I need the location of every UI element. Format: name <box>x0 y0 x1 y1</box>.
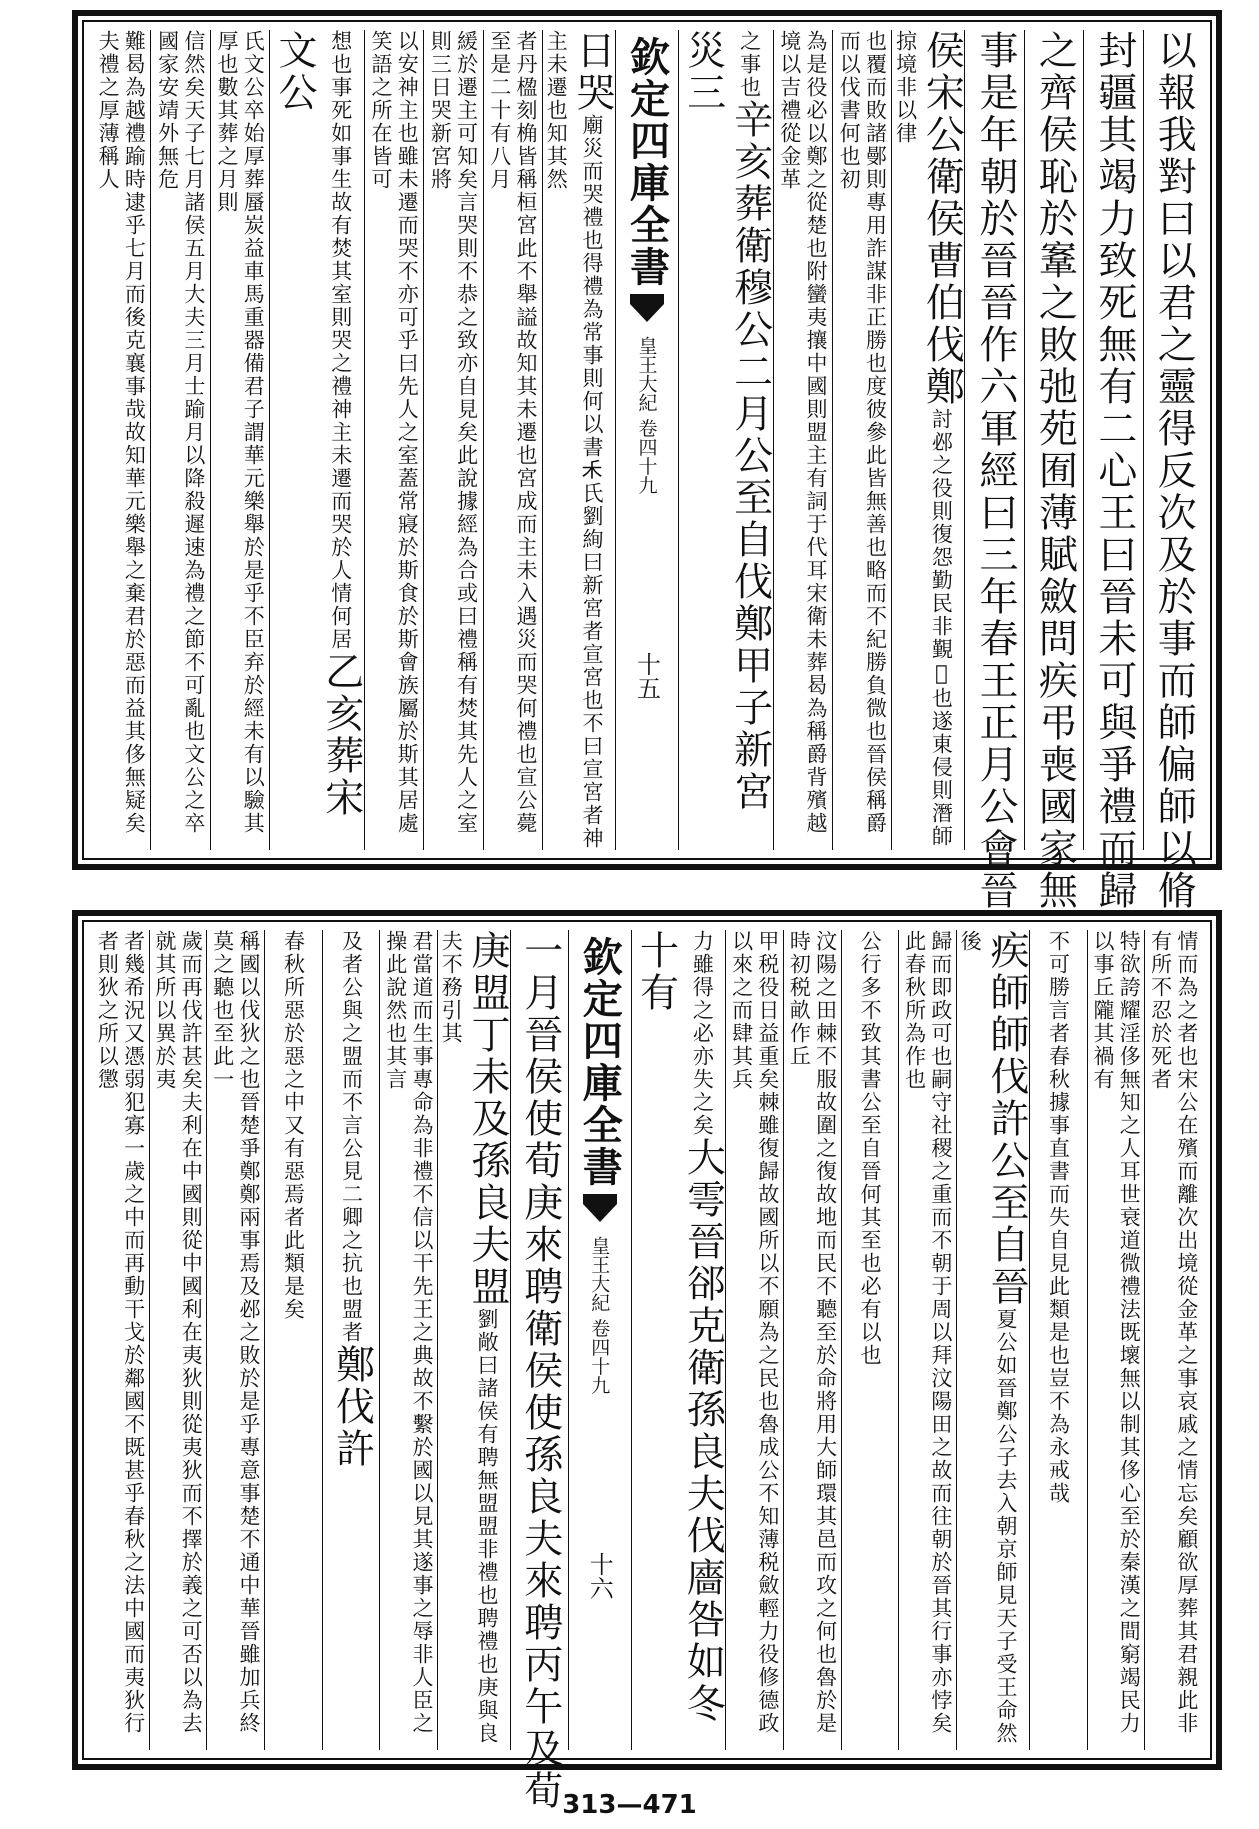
mixed-text <box>270 30 364 850</box>
commentary-text: 信然矣天子七月諸侯五月大夫三月士踰月以降殺遲速為禮之節不可亂也文公之卒國家安靖外無危 <box>155 30 206 835</box>
commentary-text: 廟災而哭禮也得禮為常事則何以書𥝌氏劉絢曰新宮者宣宮也不曰宣宮者神主未遷也知其然 <box>544 30 604 850</box>
commentary-text: 難曷為越禮踰時逮乎七月而後克襄事哉故知華元樂舉之棄君於惡而益其侈無疑矣夫禮之厚薄稱人 <box>96 30 147 835</box>
text-column <box>898 930 956 1750</box>
text-column <box>92 930 149 1750</box>
center-fold <box>568 930 631 1750</box>
text-column <box>1029 930 1087 1750</box>
main-text: 乙亥葬宋文公 <box>271 30 364 819</box>
commentary-text: 氏文公卒始厚葬蜃炭益車馬重器備君子謂華元樂舉於是乎不臣弃於經未有以驗其厚也數其葬之月則 <box>214 30 266 835</box>
text-column <box>841 930 899 1750</box>
commentary-text: 以安神主也雖未遷而哭不亦可乎曰先人之室蓋常寢於斯食於斯會族屬於斯其居處笑語之所在皆可 <box>368 30 420 835</box>
main-text: 一月晉侯使荀庚來聘衛侯使孫良夫來聘丙午及荀 <box>517 930 563 1812</box>
text-column <box>964 30 1023 912</box>
commentary-text: 甲税役日益重矣棘雖復歸故國所以不願為之民也魯成公不知薄税斂輕力役修德政以來之而肆其兵 <box>729 930 780 1735</box>
text-column <box>956 930 1029 1750</box>
top-panel <box>72 10 1222 912</box>
main-text: 日哭 <box>569 30 615 114</box>
commentary-text: 也覆而敗諸鄤則專用詐謀非正勝也度彼參此皆無善也略而不紀勝負微也晉侯稱爵而以伐書何也初 <box>837 30 888 835</box>
commentary-text: 公行多不致其書公至自晉何其至也必有以也 <box>858 930 883 1367</box>
text-column <box>832 30 891 850</box>
commentary-text: 歸而即政可也嗣守社稷之重而不朝于周以拜汶陽田之故而往朝於晉其行事亦悖矣此春秋所為作也 <box>902 930 953 1735</box>
mixed-text <box>632 930 726 1750</box>
text-column <box>149 930 207 1750</box>
main-text: 封疆其竭力致死無有二心王曰晉未可與爭禮而歸 <box>1091 30 1137 912</box>
text-column <box>1087 930 1145 1750</box>
text-column <box>1024 30 1083 912</box>
text-column <box>269 30 364 850</box>
main-text: 之齊侯恥於鞌之敗弛苑囿薄賦斂問疾弔喪國家無 <box>1032 30 1078 912</box>
text-column <box>437 930 510 1750</box>
text-column <box>322 930 380 1750</box>
text-column <box>1144 930 1202 1750</box>
mixed-text <box>543 30 615 850</box>
text-column <box>678 30 773 850</box>
fishtail-mark-icon <box>628 292 666 326</box>
commentary-text: 稱國以伐狄之也晉楚爭鄭鄭兩事焉及邲之敗於是乎專意事楚不通中華晉雖加兵終莫之聽也至此一 <box>210 930 261 1735</box>
text-column <box>364 30 423 850</box>
center-fold <box>615 30 678 850</box>
text-column <box>783 930 841 1750</box>
commentary-text: 情而為之者也宋公在殯而離次出境從金革之事哀戚之情忘矣顧欲厚葬其君親此非有所不忍於死者 <box>1148 930 1199 1735</box>
commentary-text: 不可勝言者春秋據事直書而失自見此類是也豈不為永戒哉 <box>1046 930 1071 1505</box>
commentary-text: 劉敞曰諸侯有聘無盟盟非禮也聘禮也庚與良夫不務引其 <box>439 930 500 1745</box>
text-column <box>92 30 150 850</box>
fishtail-mark-icon <box>581 1192 619 1226</box>
page-footer-number: 313—471 <box>562 1790 697 1820</box>
text-column <box>1083 30 1142 912</box>
commentary-text: 君當道而生事專命為非禮不信以干先王之典故不繫於國以見其遂事之辱非人臣之操此說然也其言 <box>383 930 434 1735</box>
mixed-text <box>679 30 773 850</box>
text-column <box>379 930 437 1750</box>
main-text: 庚盟丁未及孫良夫盟 <box>465 930 511 1308</box>
commentary-text: 為是役必以鄭之從楚也附蠻夷攘中國則盟主有詞于代耳宋衛未葬曷為稱爵背殯越境以吉禮從金革 <box>777 30 829 835</box>
volume-label: 皇王大紀 卷四十九 <box>635 336 658 495</box>
top-columns <box>92 30 1202 912</box>
commentary-text: 歲而再伐許甚矣夫利在中國則從中國利在夷狄則從夷狄而不擇於義之可否以為去就其所以異於夷 <box>153 930 204 1735</box>
leaf-number: 十六 <box>585 1552 614 1600</box>
main-text: 辛亥葬衛穆公二月公至自伐鄭甲子新宮災三 <box>680 30 773 813</box>
fold-caption: 欽定四庫全書 <box>623 36 671 288</box>
commentary-text: 春秋所惡於惡之中又有惡焉者此類是矣 <box>281 930 306 1321</box>
commentary-text: 者幾希況又憑弱犯寡一歲之中而再動干戈於鄰國不既甚乎春秋之法中國而夷狄行者則狄之所以懲 <box>95 930 146 1735</box>
main-text: 以報我對曰以君之靈得反次及於事而師偏師以脩 <box>1151 30 1197 912</box>
volume-label: 皇王大紀 卷四十九 <box>588 1236 611 1395</box>
leaf-number: 十五 <box>632 652 661 700</box>
text-column <box>483 30 542 850</box>
text-column <box>773 30 832 850</box>
commentary-text: 討邲之役則復怨勤民非覲𨞒也遂東侵則潛師掠境非以律 <box>893 30 954 848</box>
commentary-text: 者丹楹刻桷皆稱桓宮此不舉謚故知其未遷也宮成而主未入遇災而哭何禮也宣公薨至是二十有八月 <box>487 30 539 835</box>
text-column <box>210 30 269 850</box>
main-text: 鄭伐許 <box>329 1344 375 1470</box>
main-text: 大雩晉郤克衛孫良夫伐廧咎如冬十有 <box>633 930 726 1725</box>
commentary-text: 緩於遷主可知矣言哭則不恭之致亦自見矣此說據經為合或曰禮稱有焚其先人之室則三日哭新宮將 <box>428 30 479 835</box>
text-column <box>725 930 783 1750</box>
text-column <box>891 30 964 850</box>
commentary-text: 汶陽之田棘不服故圍之復故地而民不聽至於命將用大師環其邑而攻之何也魯於是時初税畝作丘 <box>787 930 838 1735</box>
text-column <box>542 30 615 850</box>
commentary-text: 及者公與之盟而不言公見二卿之抗也盟者 <box>339 930 364 1344</box>
commentary-text: 之事也 <box>737 30 762 99</box>
text-column <box>1143 30 1202 912</box>
main-text: 侯宋公衛侯曹伯伐鄭 <box>919 30 965 408</box>
commentary-text: 特欲誇耀淫侈無知之人耳世衰道微禮法既壞無以制其侈心至於秦漢之間窮竭民力以事丘隴其禍有 <box>1090 930 1142 1735</box>
mixed-text <box>892 30 964 850</box>
text-column <box>631 930 726 1750</box>
text-column <box>150 30 209 850</box>
mixed-text <box>328 930 375 1750</box>
mixed-text <box>438 930 510 1750</box>
fold-caption: 欽定四庫全書 <box>576 936 624 1188</box>
main-text: 疾師師伐許公至自晉 <box>983 930 1029 1308</box>
text-column <box>264 930 322 1750</box>
mixed-text <box>957 930 1029 1750</box>
main-text: 事是年朝於晉晉作六軍經曰三年春王正月公會晉 <box>973 30 1018 912</box>
text-column <box>206 930 264 1750</box>
commentary-text: 力雖得之必亦失之矣 <box>690 930 715 1137</box>
text-column <box>423 30 482 850</box>
commentary-text: 夏公如晉鄭公子去入朝京師見天子受王命然後 <box>958 930 1018 1745</box>
text-column <box>510 930 568 1812</box>
commentary-text: 想也事死如事生故有焚其室則哭之禮神主未遷而哭於人情何居 <box>328 30 353 651</box>
